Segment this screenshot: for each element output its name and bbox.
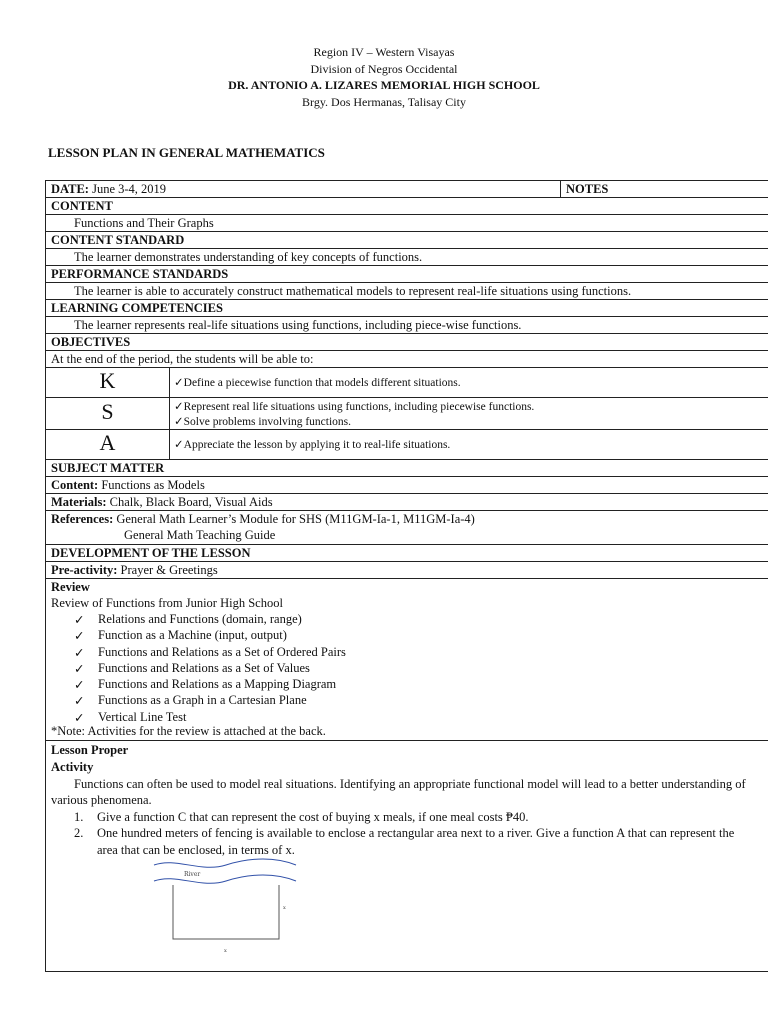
check-icon: ✓ — [74, 678, 85, 693]
references-value-1: General Math Learner’s Module for SHS (M11GM-Ia-1, M11GM-Ia-4) — [116, 512, 475, 526]
date-label: DATE: — [51, 182, 89, 196]
date-value: June 3-4, 2019 — [92, 182, 167, 196]
division-line: Division of Negros Occidental — [310, 61, 458, 76]
check-icon: ✓ — [74, 645, 85, 660]
references-row — [46, 511, 768, 545]
development-label: DEVELOPMENT OF THE LESSON — [51, 546, 251, 560]
content-label: CONTENT — [51, 199, 113, 213]
content-row — [46, 215, 768, 232]
fence-rectangle — [173, 885, 279, 939]
school-name: DR. ANTONIO A. LIZARES MEMORIAL HIGH SCHOOL — [228, 78, 540, 92]
references-label: References: — [51, 512, 114, 526]
subject-content-label: Content: — [51, 478, 99, 492]
materials-row — [46, 494, 768, 511]
performance-standards-heading-row — [46, 266, 768, 283]
lesson-proper-label: Lesson Proper — [51, 743, 129, 757]
content-standard-text: The learner demonstrates understanding of key concepts of functions. — [74, 250, 423, 264]
objective-s-row — [46, 398, 768, 430]
lesson-proper-section — [46, 742, 768, 971]
preactivity-label: Pre-activity: — [51, 563, 118, 577]
ksa-divider — [169, 398, 170, 429]
learning-competencies-row — [46, 317, 768, 334]
list-item: 1. Give a function C that can represent the cost of buying x meals, if one meal costs ₱40. — [74, 810, 529, 824]
check-icon: ✓ — [74, 710, 85, 725]
school-header — [0, 44, 768, 110]
performance-standards-label: PERFORMANCE STANDARDS — [51, 267, 229, 281]
content-standard-heading-row — [46, 232, 768, 249]
objectives-intro-row — [46, 351, 768, 368]
objectives-intro: At the end of the period, the students will be able to: — [51, 352, 314, 366]
ksa-divider — [169, 368, 170, 397]
activity-list — [74, 809, 754, 858]
review-label: Review — [51, 580, 90, 594]
activity-label: Activity — [51, 760, 94, 774]
objectives-heading-row — [46, 334, 768, 351]
list-item: 2. One hundred meters of fencing is available to enclose a rectangular area next to a river. Give a function A that can represent the area that can be enclosed, in terms of x. — [74, 826, 735, 857]
bottom-label: x — [224, 948, 227, 954]
content-standard-row — [46, 249, 768, 266]
river-label: River — [184, 871, 201, 878]
river-wave-top — [154, 859, 296, 867]
development-heading-row — [46, 545, 768, 562]
learning-competencies-text: The learner represents real-life situations using functions, including piece-wise functions. — [74, 318, 522, 332]
objective-k-text: ✓Define a piecewise function that models different situations. — [174, 377, 461, 389]
school-address: Brgy. Dos Hermanas, Talisay City — [302, 94, 466, 109]
materials-label: Materials: — [51, 495, 107, 509]
content-text: Functions and Their Graphs — [74, 216, 214, 230]
materials-value: Chalk, Black Board, Visual Aids — [109, 495, 273, 509]
activity-intro: Functions can often be used to model real situations. Identifying an appropriate functional model will lead to a better understanding of various phenomena. — [51, 777, 746, 808]
subject-content-row — [46, 477, 768, 494]
objective-a-letter: A — [99, 430, 116, 455]
objective-a-text: ✓Appreciate the lesson by applying it to real-life situations. — [174, 439, 451, 451]
subject-matter-label: SUBJECT MATTER — [51, 461, 165, 475]
review-section: Review Review of Functions from Junior High School ✓ Relations and Functions (domain, range) ✓ Function as a Machine (input, output) ✓ Functions and Relations as a Set of Ordered Pairs ✓ Functions and Relations as a Set of Values ✓ Functions and Relations as a Mapping Diagram ✓ Functions as a Graph in a Cartesian Plane ✓ Vertical Line Test *Note: Activities for the review is attached at the back. — [46, 579, 768, 741]
objectives-label: OBJECTIVES — [51, 335, 131, 349]
river-wave-bottom — [154, 875, 296, 883]
ksa-divider — [169, 430, 170, 459]
objective-k-row — [46, 368, 768, 398]
objective-a-row — [46, 430, 768, 460]
subject-content-value: Functions as Models — [101, 478, 205, 492]
objective-k-letter: K — [99, 368, 116, 393]
region-line: Region IV – Western Visayas — [313, 45, 455, 59]
lesson-plan-table — [45, 180, 768, 972]
objective-s-letter: S — [101, 399, 114, 424]
objective-s-text-1: ✓Represent real life situations using functions, including piecewise functions. — [174, 401, 535, 413]
performance-standards-text: The learner is able to accurately construct mathematical models to represent real-life situations using functions. — [74, 284, 632, 298]
subject-matter-heading-row — [46, 460, 768, 477]
review-intro: Review of Functions from Junior High School — [51, 596, 283, 610]
notes-divider — [560, 181, 561, 198]
check-icon: ✓ — [74, 629, 85, 644]
river-fence-figure — [146, 857, 306, 967]
check-icon: ✓ — [74, 661, 85, 676]
plan-title: LESSON PLAN IN GENERAL MATHEMATICS — [48, 145, 325, 160]
preactivity-value: Prayer & Greetings — [120, 563, 218, 577]
objective-s-text-2: ✓Solve problems involving functions. — [174, 416, 352, 428]
content-heading-row — [46, 198, 768, 215]
check-icon: ✓ — [74, 694, 85, 709]
check-icon: ✓ — [74, 613, 85, 627]
performance-standards-row — [46, 283, 768, 300]
learning-competencies-label: LEARNING COMPETENCIES — [51, 301, 223, 315]
side-label: x — [283, 905, 286, 911]
learning-competencies-heading-row — [46, 300, 768, 317]
review-note: *Note: Activities for the review is attached at the back. — [51, 724, 326, 738]
notes-label: NOTES — [566, 182, 609, 196]
preactivity-row — [46, 562, 768, 579]
date-row — [46, 181, 768, 198]
references-value-2: General Math Teaching Guide — [124, 528, 276, 542]
content-standard-label: CONTENT STANDARD — [51, 233, 185, 247]
